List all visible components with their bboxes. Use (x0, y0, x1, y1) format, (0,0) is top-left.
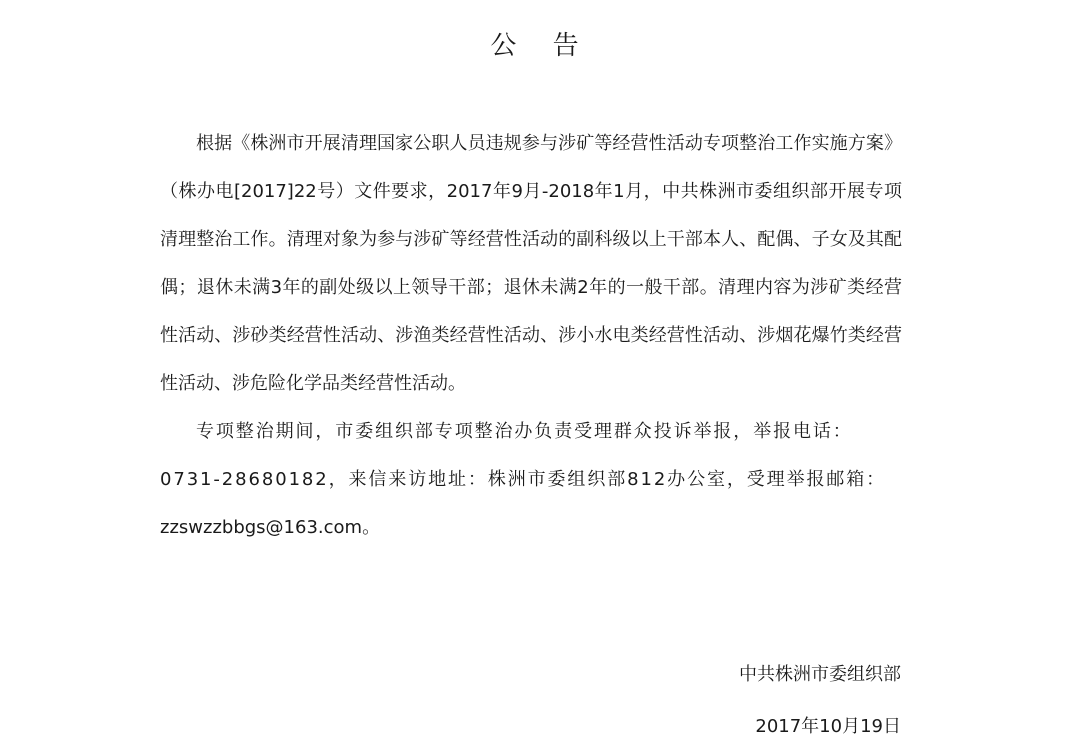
signature-block (739, 649, 901, 753)
notice-title: 公 告 (490, 31, 593, 61)
notice-body (160, 120, 902, 552)
paragraph-2 (160, 408, 902, 552)
issuer-name: 中共株洲市委组织部 (739, 664, 901, 685)
issue-date: 2017年10月19日 (755, 716, 901, 737)
paragraph-1: 根据《株洲市开展清理国家公职人员违规参与涉矿等经营性活动专项整治工作实施方案》（株办电[2017]22号）文件要求，2017年9月-2018年1月，中共株洲市委组织部开展专项清理整治工作。清理对象为参与涉矿等经营性活动的副科级以上干部本人、配偶、子女及其配偶；退休未满3年的副处级以上领导干部；退休未满2年的一般干部。清理内容为涉矿类经营性活动、涉砂类经营性活动、涉渔类经营性活动、涉小水电类经营性活动、涉烟花爆竹类经营性活动、涉危险化学品类经营性活动。 (160, 133, 902, 394)
paragraph-2-line-1: 专项整治期间，市委组织部专项整治办负责受理群众投诉举报，举报电话： (196, 421, 853, 442)
report-email: zzswzzbbgs@163.com。 (160, 517, 381, 538)
paragraph-2-line-2: 0731-28680182，来信来访地址：株洲市委组织部812办公室，受理举报邮箱： (160, 469, 887, 490)
